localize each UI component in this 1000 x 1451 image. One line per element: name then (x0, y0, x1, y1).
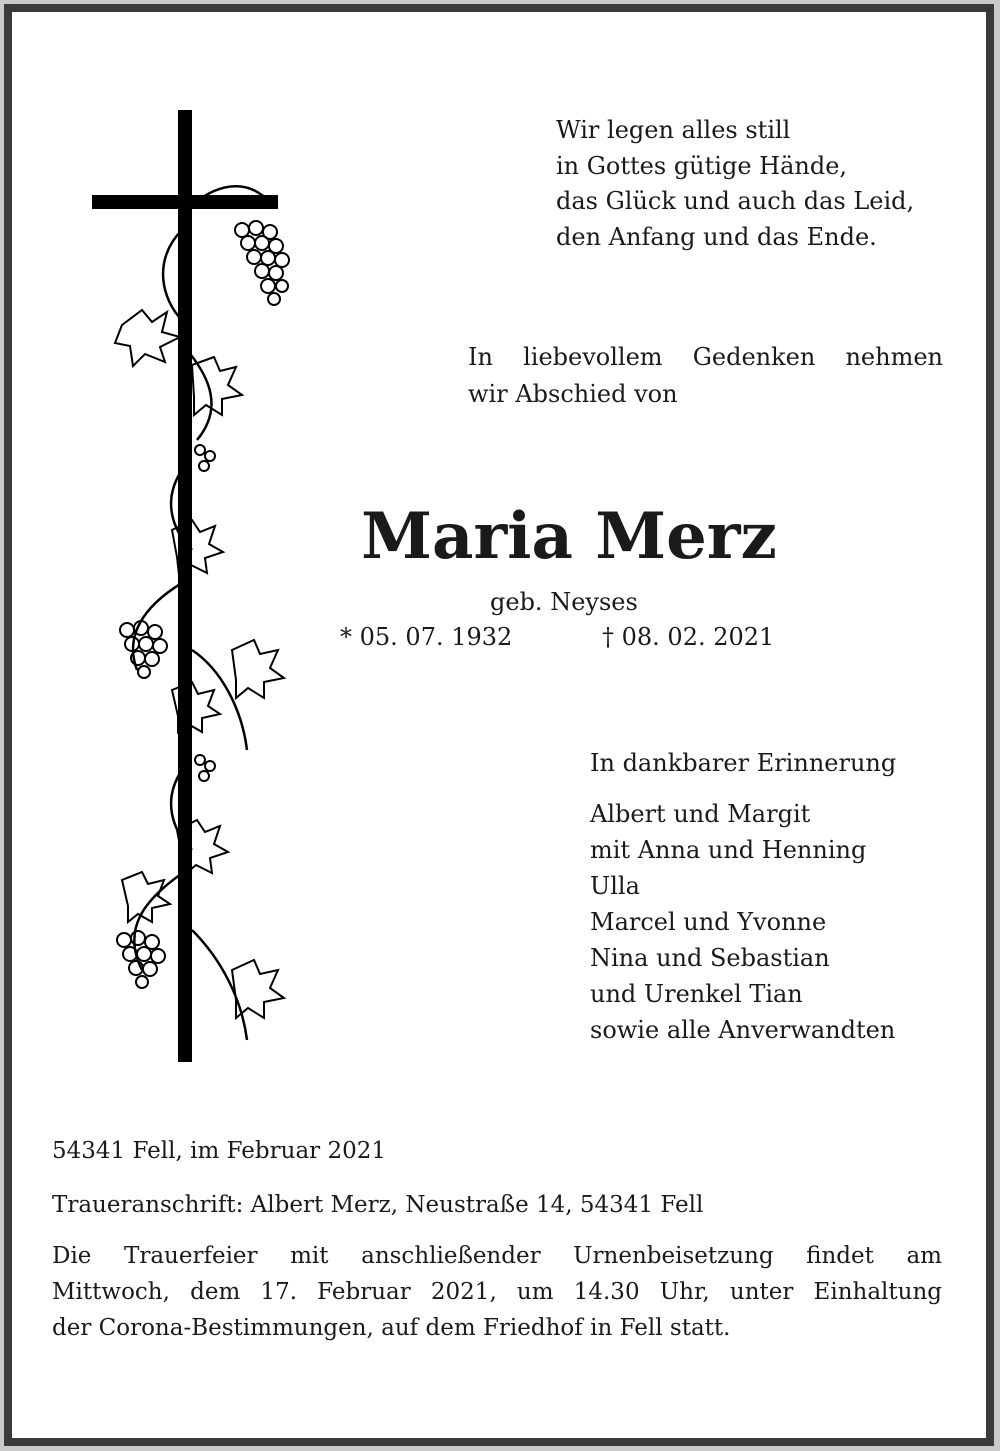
farewell-intro (468, 339, 943, 413)
intro-line-1: In liebevollem Gedenken nehmen (468, 343, 943, 371)
poem (556, 113, 914, 255)
poem-line: das Glück und auch das Leid, (556, 187, 915, 215)
list-item: und Urenkel Tian (590, 980, 803, 1008)
death-date: † 08. 02. 2021 (602, 623, 775, 651)
list-item: sowie alle Anverwandten (590, 1016, 896, 1044)
cross-with-grapevine-icon (82, 110, 322, 1070)
birth-date: * 05. 07. 1932 (340, 623, 513, 651)
list-item: Marcel und Yvonne (590, 908, 827, 936)
mourners-heading: In dankbarer Erinnerung (590, 749, 897, 777)
poem-line: den Anfang und das Ende. (556, 222, 877, 251)
list-item: Nina und Sebastian (590, 944, 830, 972)
list-item: mit Anna und Henning (590, 836, 867, 864)
intro-line-2: wir Abschied von (468, 380, 678, 408)
list-item: Albert und Margit (590, 800, 811, 828)
place-and-date: 54341 Fell, im Februar 2021 (52, 1138, 386, 1164)
obituary-notice (12, 12, 986, 1438)
poem-line: in Gottes gütige Hände, (556, 151, 848, 180)
funeral-service-info (52, 1238, 942, 1346)
mourners-list (590, 796, 895, 1048)
service-line: Mittwoch, dem 17. Februar 2021, um 14.30 Uhr, unter Einhaltung (52, 1279, 942, 1305)
mourning-address: Traueranschrift: Albert Merz, Neustraße 14, 54341 Fell (52, 1192, 704, 1218)
page-frame (4, 4, 994, 1446)
list-item: Ulla (590, 872, 640, 900)
deceased-name: Maria Merz (361, 499, 777, 574)
service-line: der Corona-Bestimmungen, auf dem Friedhof in Fell statt. (52, 1315, 731, 1341)
poem-line: Wir legen alles still (556, 116, 791, 144)
birth-name: geb. Neyses (490, 588, 638, 616)
service-line: Die Trauerfeier mit anschließender Urnenbeisetzung findet am (52, 1243, 942, 1269)
